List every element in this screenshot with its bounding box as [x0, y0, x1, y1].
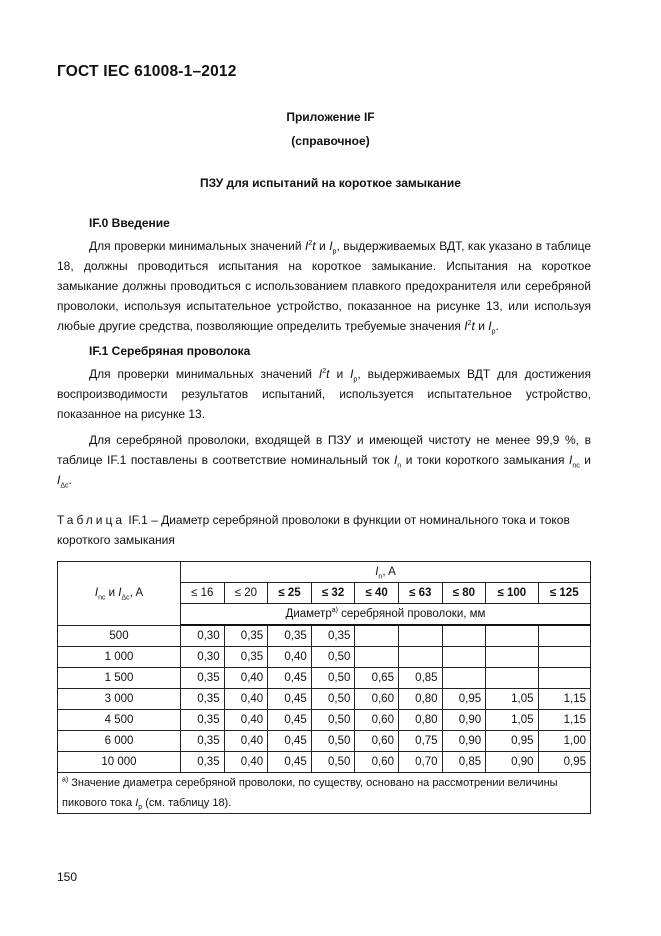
- diameter-cell: 0,90: [442, 710, 486, 731]
- short-circuit-current-cell: 4 500: [58, 710, 181, 731]
- rating-header-cell: ≤ 32: [311, 583, 355, 604]
- short-circuit-current-cell: 1 000: [58, 647, 181, 668]
- rating-header-cell: ≤ 25: [268, 583, 312, 604]
- diameter-cell: [442, 625, 486, 647]
- diameter-cell: [398, 625, 442, 647]
- diameter-cell: 0,35: [181, 752, 225, 773]
- diameter-cell: [398, 647, 442, 668]
- diameter-cell: [355, 647, 399, 668]
- diameter-cell: 0,40: [268, 647, 312, 668]
- diameter-cell: 0,45: [268, 731, 312, 752]
- rating-header-cell: ≤ 125: [538, 583, 590, 604]
- diameter-cell: 0,80: [398, 710, 442, 731]
- table-caption: Таблица IF.1 – Диаметр серебряной проволоки в функции от номинального тока и токов короткого замыкания: [57, 513, 570, 547]
- diameter-cell: 0,40: [224, 731, 268, 752]
- diameter-cell: 0,30: [181, 625, 225, 647]
- diameter-cell: [538, 668, 590, 689]
- diameter-cell: 0,35: [181, 731, 225, 752]
- diameter-cell: 0,70: [398, 752, 442, 773]
- short-circuit-current-cell: 1 500: [58, 668, 181, 689]
- table-footnote: $^{a)}$ Значение диаметра серебряной проволоки, по существу, основано на рассмотрении величины пикового тока $I_p$ (см. таблицу 18).: [58, 773, 591, 814]
- diameter-cell: 0,50: [311, 668, 355, 689]
- section-if1-paragraph-1: Для проверки минимальных значений $I^2t$ и $I_p$, выдерживаемых ВДТ для достижения воспроизводимости результатов испытаний, используется испытательное устройство, показанное на рисунке 13.: [57, 367, 592, 421]
- diameter-cell: [486, 647, 538, 668]
- rated-current-header: $I_n$, A: [181, 562, 591, 583]
- short-circuit-current-cell: 6 000: [58, 731, 181, 752]
- diameter-cell: 0,50: [311, 752, 355, 773]
- diameter-cell: 0,95: [486, 731, 538, 752]
- diameter-cell: 0,35: [268, 625, 312, 647]
- diameter-cell: 1,05: [486, 710, 538, 731]
- diameter-cell: 0,60: [355, 710, 399, 731]
- document-header: ГОСТ IEC 61008-1–2012: [57, 63, 237, 80]
- diameter-cell: 0,40: [224, 689, 268, 710]
- table-row: [58, 625, 591, 647]
- diameter-cell: 0,60: [355, 752, 399, 773]
- silver-wire-table: [57, 561, 591, 814]
- diameter-cell: 0,35: [181, 668, 225, 689]
- rating-header-cell: ≤ 20: [224, 583, 268, 604]
- rating-header-cell: ≤ 80: [442, 583, 486, 604]
- diameter-cell: [538, 647, 590, 668]
- diameter-cell: 0,35: [224, 625, 268, 647]
- diameter-cell: 0,50: [311, 689, 355, 710]
- diameter-cell: 1,15: [538, 689, 590, 710]
- diameter-cell: 0,95: [442, 689, 486, 710]
- diameter-cell: 0,90: [486, 752, 538, 773]
- table-row: [58, 689, 591, 710]
- table-row: [58, 731, 591, 752]
- diameter-cell: 1,00: [538, 731, 590, 752]
- diameter-cell: 0,50: [311, 731, 355, 752]
- diameter-cell: 0,60: [355, 731, 399, 752]
- section-if0-title: IF.0 Введение: [89, 216, 170, 230]
- short-circuit-current-cell: 500: [58, 625, 181, 647]
- diameter-cell: 0,40: [224, 752, 268, 773]
- annex-title: Приложение IF: [286, 110, 375, 124]
- page-number: 150: [57, 870, 78, 884]
- diameter-cell: 0,35: [224, 647, 268, 668]
- diameter-cell: 0,75: [398, 731, 442, 752]
- short-circuit-current-cell: 3 000: [58, 689, 181, 710]
- section-if1-title: IF.1 Серебряная проволока: [89, 344, 251, 358]
- diameter-cell: 1,15: [538, 710, 590, 731]
- diameter-cell: 0,35: [181, 710, 225, 731]
- diameter-cell: [442, 647, 486, 668]
- rating-header-cell: ≤ 40: [355, 583, 399, 604]
- section-if0-paragraph: Для проверки минимальных значений $I^2t$ и $I_p$, выдерживаемых ВДТ, как указано в таблице 18, должны проводиться испытания на короткое замыкание. Испытания на короткое замыкание должны проводиться с использованием плавкого предохранителя или серебряной проволоки, используя испытательное устройство, показанное на рисунке 13, или используя любые другие средства, позволяющие определить требуемые значения $I^2t$ и $I_p$.: [57, 239, 591, 336]
- diameter-cell: 0,40: [224, 668, 268, 689]
- diameter-cell: 0,95: [538, 752, 590, 773]
- diameter-cell: 0,85: [442, 752, 486, 773]
- annex-heading: ПЗУ для испытаний на короткое замыкание: [200, 176, 461, 190]
- rating-header-cell: ≤ 16: [181, 583, 225, 604]
- diameter-cell: [355, 625, 399, 647]
- diameter-cell: 0,60: [355, 689, 399, 710]
- short-circuit-current-header: $I_{nc}$ и $I_{\Delta c}$, A: [58, 562, 181, 626]
- diameter-header: Диаметр$^{a)}$ серебряной проволоки, мм: [181, 604, 591, 626]
- table-row: [58, 710, 591, 731]
- diameter-cell: [486, 668, 538, 689]
- diameter-cell: 0,80: [398, 689, 442, 710]
- short-circuit-current-cell: 10 000: [58, 752, 181, 773]
- diameter-cell: [442, 668, 486, 689]
- diameter-cell: 0,40: [224, 710, 268, 731]
- diameter-cell: 0,45: [268, 689, 312, 710]
- diameter-cell: 0,65: [355, 668, 399, 689]
- diameter-cell: 0,35: [181, 689, 225, 710]
- diameter-cell: 0,30: [181, 647, 225, 668]
- diameter-cell: [538, 625, 590, 647]
- rating-header-cell: ≤ 63: [398, 583, 442, 604]
- diameter-cell: [486, 625, 538, 647]
- section-if1-paragraph-2: Для серебряной проволоки, входящей в ПЗУ и имеющей чистоту не менее 99,9 %, в таблице IF.1 поставлены в соответствие номинальный ток $I_n$ и токи короткого замыкания $I_{nc}$ и $I_{\Delta c}$.: [57, 433, 591, 490]
- diameter-cell: 0,90: [442, 731, 486, 752]
- diameter-cell: 0,35: [311, 625, 355, 647]
- rating-header-cell: ≤ 100: [486, 583, 538, 604]
- diameter-cell: 0,50: [311, 647, 355, 668]
- table-row: [58, 647, 591, 668]
- annex-subtitle: (справочное): [291, 134, 370, 148]
- diameter-cell: 0,45: [268, 752, 312, 773]
- diameter-cell: 0,85: [398, 668, 442, 689]
- table-row: [58, 752, 591, 773]
- diameter-cell: 0,50: [311, 710, 355, 731]
- diameter-cell: 0,45: [268, 710, 312, 731]
- table-row: [58, 668, 591, 689]
- diameter-cell: 1,05: [486, 689, 538, 710]
- diameter-cell: 0,45: [268, 668, 312, 689]
